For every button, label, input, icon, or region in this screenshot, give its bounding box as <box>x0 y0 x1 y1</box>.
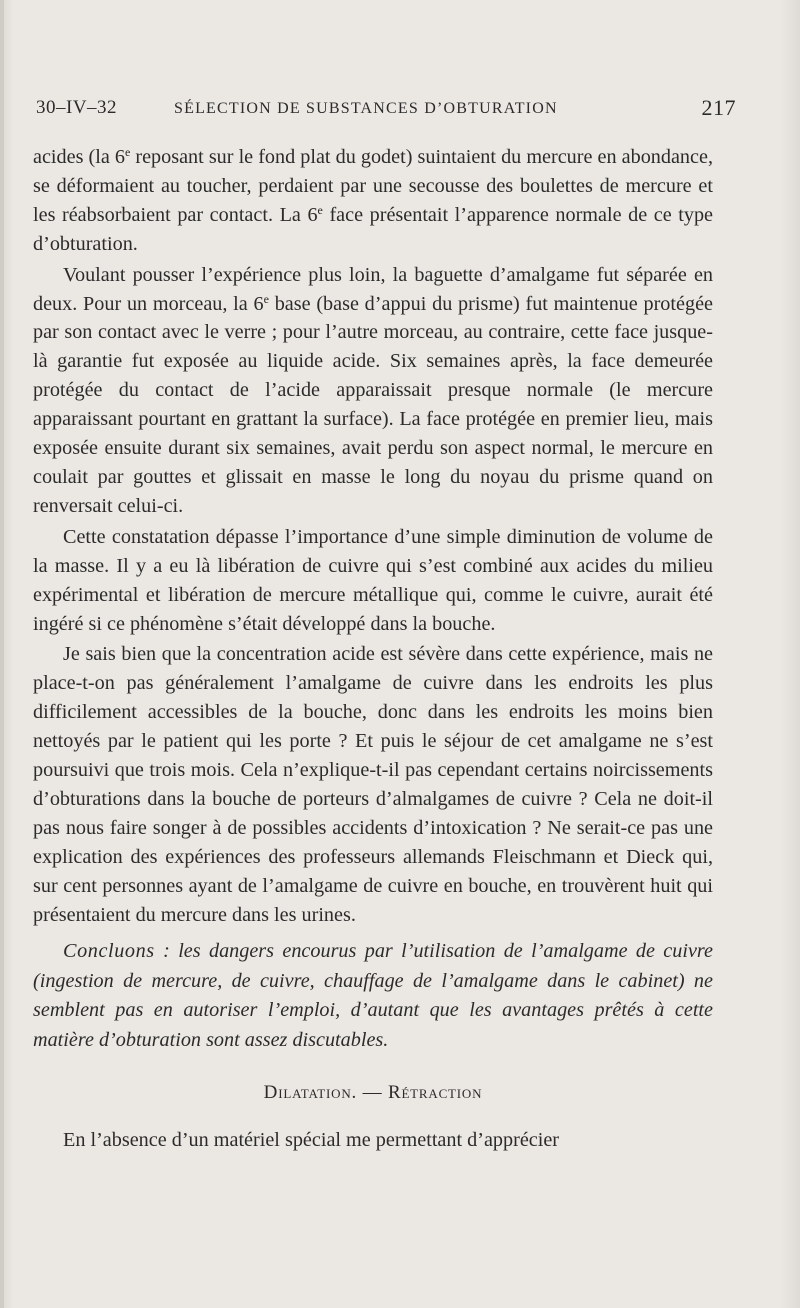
conclusion-paragraph <box>33 937 713 1055</box>
paragraph-next-section: En l’absence d’un matériel spécial me permettant d’apprécier <box>63 1129 560 1152</box>
page-number: 217 <box>701 95 736 120</box>
paragraph-experiment: Voulant pousser l’expérience plus loin, la baguette d’amalgame fut séparée en deux. Pour un morceau, la 6e base (base d’appui du prisme) fut maintenue protégée par son contact avec le verre ; pour l’autre morceau, au contraire, cette face jusque-là garantie fut exposée au liquide acide. Six semaines après, la face demeurée protégée du contact de l’acide apparaissait presque normale (le mercure apparaissant pourtant en grattant la surface). La face protégée en premier lieu, mais exposée ensuite durant six semaines, avait perdu son aspect normal, le mercure en coulait par gouttes et glissait en masse le long du noyau du prisme quand on renversait celui-ci. <box>33 263 713 517</box>
body-text <box>33 143 713 1155</box>
header-title: SÉLECTION DE SUBSTANCES D’OBTURATION <box>174 100 558 117</box>
paragraph-continued: acides (la 6e reposant sur le fond plat du godet) suintaient du mercure en abondance, se déformaient au toucher, perdaient par une secousse des boulettes de mercure et les réabsorbaient par contact. La 6e face présentait l’apparence normale de ce type d’obturation. <box>33 145 713 255</box>
paragraph-discussion: Je sais bien que la concentration acide est sévère dans cette expérience, mais ne place-t-on pas généralement l’amalgame de cuivre dans les endroits les plus difficilement accessibles de la bouche, donc dans les endroits les moins bien nettoyés par le patient qui les porte ? Et puis le séjour de cet amalgame ne s’est poursuivi que trois mois. Cela n’explique-t-il pas cependant certains noircissements d’obturations dans la bouche de porteurs d’almalgames de cuivre ? Cela ne doit-il pas nous faire songer à de possibles accidents d’intoxication ? Ne serait-ce pas une explication des expériences des professeurs allemands Fleischmann et Dieck qui, sur cent personnes ayant de l’amalgame de cuivre en bouche, en trouvèrent huit qui présentaient du mercure dans les urines. <box>33 643 713 926</box>
paragraph-observation: Cette constatation dépasse l’importance d’une simple diminution de volume de la masse. Il y a eu là libération de cuivre qui s’est combiné aux acides du milieu expérimental et libération de mercure métallique qui, comme le cuivre, aurait été ingéré si ce phénomène s’était développé dans la bouche. <box>33 525 713 635</box>
conclusion-lead: Concluons <box>63 940 155 963</box>
running-header <box>36 97 736 131</box>
page-edge-shadow <box>0 0 4 1308</box>
conclusion-text: : les dangers encourus par l’utilisation de l’amalgame de cuivre (ingestion de mercure, de cuivre, chauffage de l’amalgame dans le cabinet) ne semblent pas en autoriser l’emploi, d’autant que les avantages prêtés à cette matière d’obturation sont assez discutables. <box>33 940 713 1051</box>
header-date: 30–IV–32 <box>36 97 118 118</box>
section-heading: Dilatation. — Rétraction <box>263 1082 483 1104</box>
